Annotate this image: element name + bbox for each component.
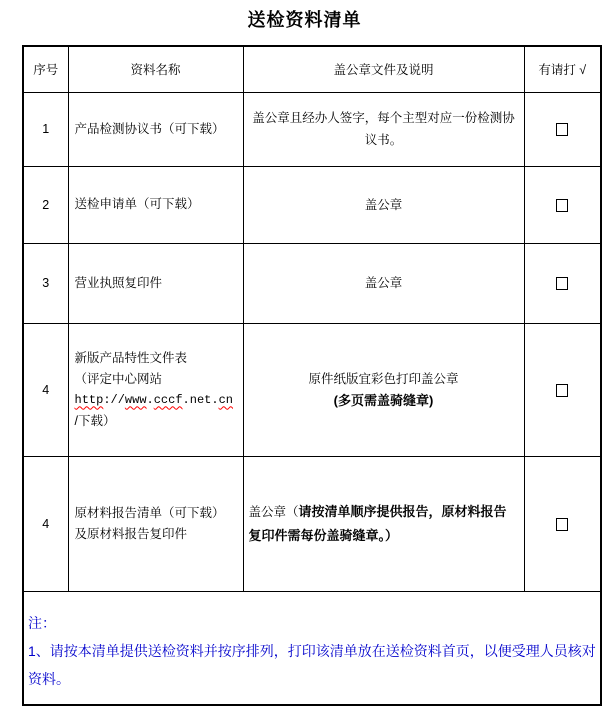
check-cell	[524, 323, 601, 456]
material-name: 营业执照复印件	[68, 243, 243, 323]
seal-description-prefix: 盖公章（	[248, 504, 299, 519]
material-name	[68, 323, 243, 456]
checkbox-unchecked-icon[interactable]	[556, 277, 568, 290]
url-segment: cccf	[153, 392, 183, 407]
material-name-line: （评定中心网站	[74, 371, 163, 386]
url-segment: .	[182, 392, 190, 407]
material-name: 产品检测协议书（可下载）	[68, 92, 243, 166]
seal-description: 盖公章且经办人签字，每个主型对应一份检测协议书。	[243, 92, 524, 166]
seal-description: 盖公章	[243, 166, 524, 243]
row-number: 1	[23, 92, 68, 166]
note-cell	[23, 591, 601, 705]
row-number: 3	[23, 243, 68, 323]
url-segment: .	[211, 392, 219, 407]
row-number: 2	[23, 166, 68, 243]
col-header-description: 盖公章文件及说明	[243, 46, 524, 92]
table-row	[23, 92, 601, 166]
material-name-line: 新版产品特性文件表	[74, 350, 188, 365]
check-cell	[524, 243, 601, 323]
note-item: 1、请按本清单提供送检资料并按序排列，打印该清单放在送检资料首页，以便受理人员核对资料。	[28, 643, 596, 688]
checkbox-unchecked-icon[interactable]	[556, 384, 568, 397]
seal-description-bold-line: (多页需盖骑缝章)	[333, 392, 434, 408]
url-segment: cn	[218, 392, 233, 407]
checkbox-unchecked-icon[interactable]	[556, 123, 568, 136]
table-row	[23, 323, 601, 456]
material-name-line: 及原材料报告复印件	[74, 526, 188, 541]
row-number: 4	[23, 456, 68, 591]
col-header-no: 序号	[23, 46, 68, 92]
table-row	[23, 166, 601, 243]
seal-description: 盖公章	[243, 243, 524, 323]
material-name-line: 原材料报告清单（可下载）	[74, 505, 225, 520]
table-row	[23, 243, 601, 323]
seal-description	[243, 456, 524, 591]
checkbox-unchecked-icon[interactable]	[556, 199, 568, 212]
seal-description-line: 原件纸版宜彩色打印盖公章	[308, 371, 459, 386]
material-name	[68, 456, 243, 591]
check-cell	[524, 92, 601, 166]
url-segment: www	[124, 392, 147, 407]
page-title: 送检资料清单	[247, 10, 362, 30]
url-segment: net	[189, 392, 212, 407]
note-row	[23, 591, 601, 705]
url-text	[75, 390, 239, 411]
check-cell	[524, 456, 601, 591]
note-heading: 注：	[28, 615, 56, 632]
col-header-name: 资料名称	[68, 46, 243, 92]
col-header-check: 有请打 √	[524, 46, 601, 92]
seal-description-bold: 请按清单顺序提供报告，原材料报告复印件需每份盖骑缝章。）	[248, 503, 507, 543]
row-number: 4	[23, 323, 68, 456]
check-cell	[524, 166, 601, 243]
material-name: 送检申请单（可下载）	[68, 166, 243, 243]
seal-description	[243, 323, 524, 456]
url-segment: .	[146, 392, 154, 407]
checklist-table	[22, 45, 602, 706]
material-name-line: /下载）	[74, 413, 116, 428]
table-row	[23, 456, 601, 591]
url-segment: http	[74, 392, 104, 407]
url-segment: ://	[103, 392, 125, 407]
table-header-row	[23, 46, 601, 92]
checkbox-unchecked-icon[interactable]	[556, 518, 568, 531]
